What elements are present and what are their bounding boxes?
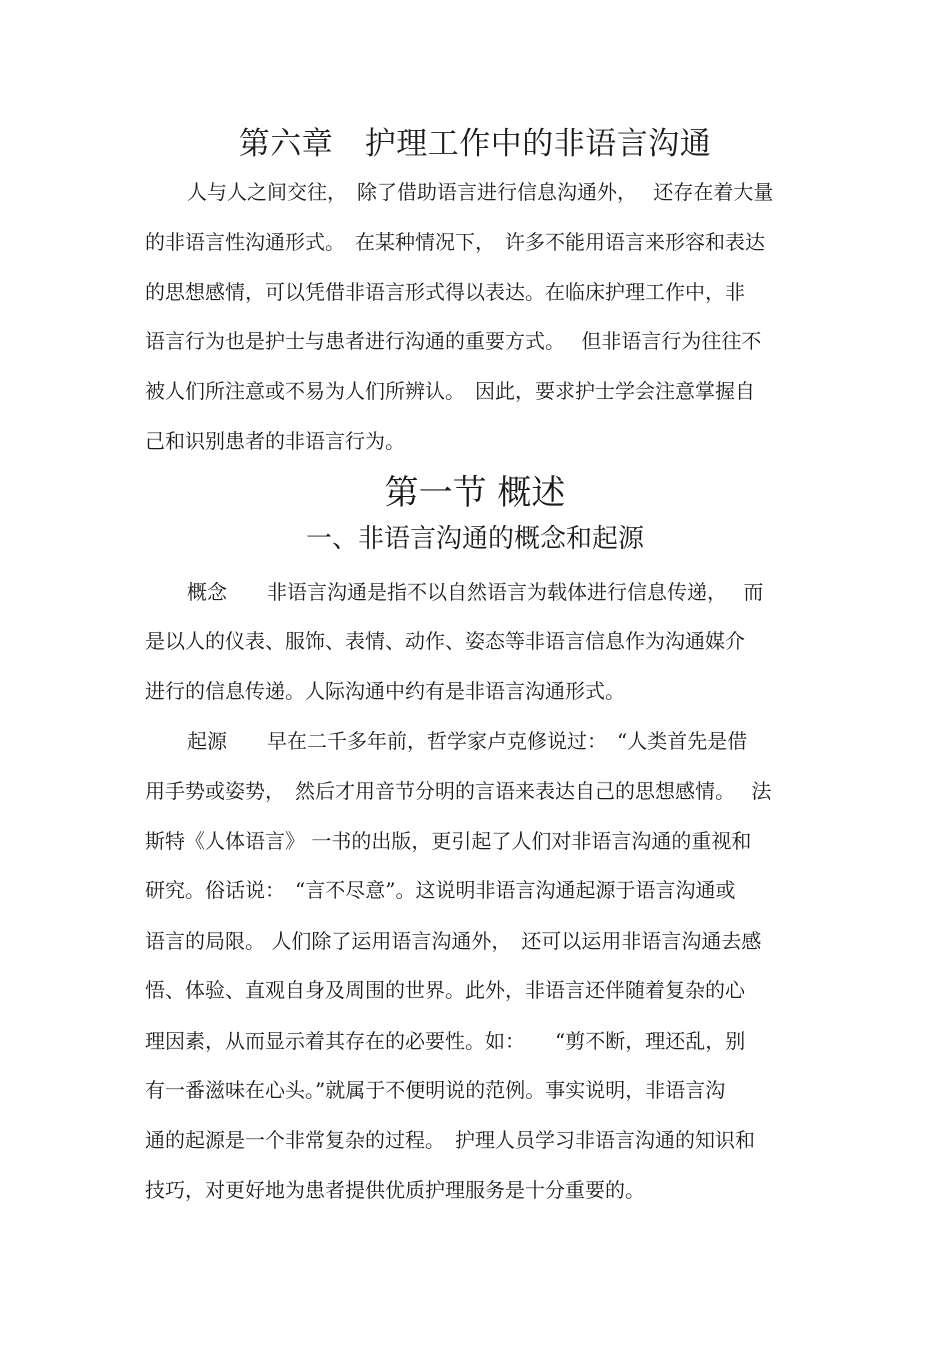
origin-line-9: 通的起源是一个非常复杂的过程。 护理人员学习非语言沟通的知识和 [145, 1128, 755, 1152]
origin-line-4: 研究。俗话说： “言不尽意”。这说明非语言沟通起源于语言沟通或 [145, 878, 736, 902]
intro-line-1: 人与人之间交往， 除了借助语言进行信息沟通外， 还存在着大量 [187, 180, 774, 204]
intro-line-6: 己和识别患者的非语言行为。 [145, 429, 405, 453]
origin-line-3: 斯特《人体语言》 一书的出版，更引起了人们对非语言沟通的重视和 [145, 829, 752, 853]
origin-line-2: 用手势或姿势， 然后才用音节分明的言语来表达自己的思想感情。 法 [145, 779, 772, 803]
intro-line-3: 的思想感情，可以凭借非语言形式得以表达。在临床护理工作中，非 [145, 280, 745, 304]
origin-line-6: 悟、体验、直观自身及周围的世界。此外，非语言还伴随着复杂的心 [145, 978, 745, 1002]
origin-line-7: 理因素，从而显示着其存在的必要性。如： “剪不断，理还乱，别 [145, 1029, 746, 1053]
intro-line-2: 的非语言性沟通形式。 在某种情况下， 许多不能用语言来形容和表达 [145, 230, 765, 254]
origin-line-1: 起源 早在二千多年前，哲学家卢克修说过： “人类首先是借 [187, 729, 748, 753]
intro-line-4: 语言行为也是护士与患者进行沟通的重要方式。 但非语言行为往往不 [145, 329, 762, 353]
intro-line-5: 被人们所注意或不易为人们所辨认。 因此，要求护士学会注意掌握自 [145, 379, 755, 403]
origin-line-8: 有一番滋味在心头。”就属于不便明说的范例。事实说明，非语言沟 [145, 1078, 726, 1102]
origin-line-10: 技巧，对更好地为患者提供优质护理服务是十分重要的。 [145, 1178, 645, 1202]
concept-line-2: 是以人的仪表、服饰、表情、动作、姿态等非语言信息作为沟通媒介 [145, 629, 745, 653]
chapter-title: 第六章 护理工作中的非语言沟通 [238, 126, 712, 162]
concept-line-1: 概念 非语言沟通是指不以自然语言为载体进行信息传递， 而 [187, 580, 764, 604]
concept-line-3: 进行的信息传递。人际沟通中约有是非语言沟通形式。 [145, 679, 625, 703]
origin-line-5: 语言的局限。 人们除了运用语言沟通外， 还可以运用非语言沟通去感 [145, 929, 762, 953]
subsection-title: 一、非语言沟通的概念和起源 [305, 524, 644, 554]
section-title: 第一节 概述 [384, 473, 566, 513]
